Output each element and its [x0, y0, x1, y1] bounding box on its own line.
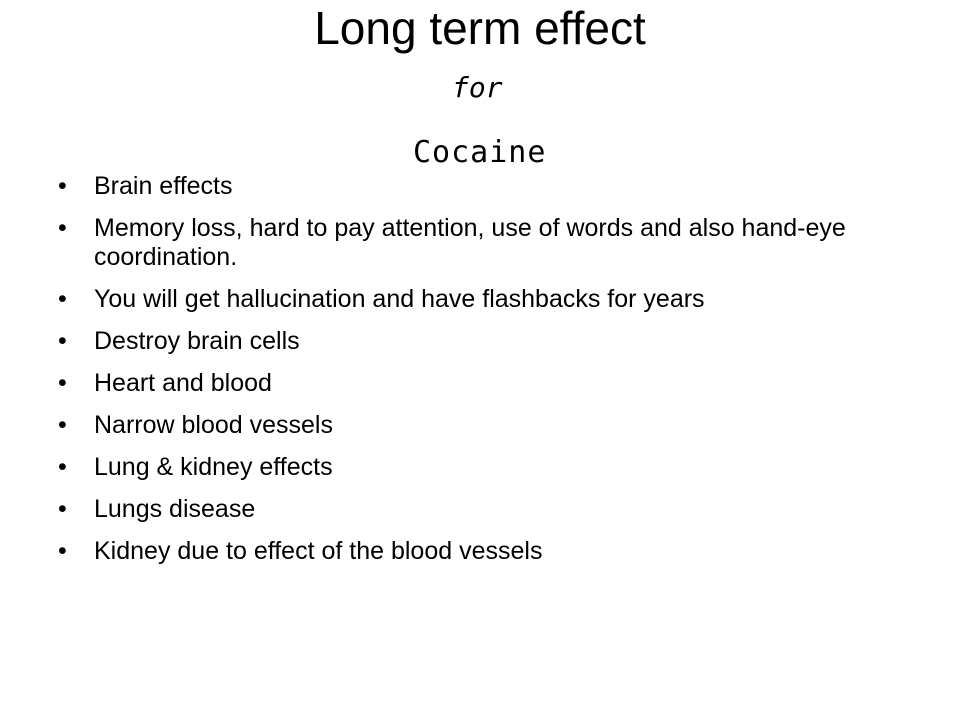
bullet-item	[58, 495, 898, 524]
bullet-item	[58, 537, 898, 566]
bullet-icon: •	[58, 369, 67, 397]
slide-title: Long term effect	[314, 2, 646, 54]
bullet-icon: •	[58, 495, 67, 523]
slide-subtitle-topic: Cocaine	[413, 135, 547, 170]
bullet-item	[58, 285, 898, 314]
bullet-item	[58, 453, 898, 482]
bullet-text: Memory loss, hard to pay attention, use of words and also hand-eye coordination.	[94, 214, 846, 271]
bullet-text: Lung & kidney effects	[94, 453, 333, 481]
bullet-text: You will get hallucination and have flashbacks for years	[94, 285, 705, 313]
bullet-icon: •	[58, 172, 67, 200]
bullet-icon: •	[58, 537, 67, 565]
bullet-item	[58, 172, 898, 201]
bullet-item	[58, 411, 898, 440]
bullet-text: Destroy brain cells	[94, 327, 300, 355]
bullet-item	[58, 214, 898, 272]
bullet-text: Kidney due to effect of the blood vessels	[94, 537, 543, 565]
bullet-icon: •	[58, 327, 67, 355]
bullet-text: Narrow blood vessels	[94, 411, 333, 439]
bullet-icon: •	[58, 285, 67, 313]
bullet-text: Heart and blood	[94, 369, 272, 397]
bullet-icon: •	[58, 214, 67, 242]
bullet-item	[58, 369, 898, 398]
bullet-text: Brain effects	[94, 172, 233, 200]
slide-subtitle-for: for	[452, 71, 503, 104]
bullet-icon: •	[58, 453, 67, 481]
bullet-icon: •	[58, 411, 67, 439]
bullet-list	[58, 172, 898, 579]
bullet-item	[58, 327, 898, 356]
bullet-text: Lungs disease	[94, 495, 256, 523]
